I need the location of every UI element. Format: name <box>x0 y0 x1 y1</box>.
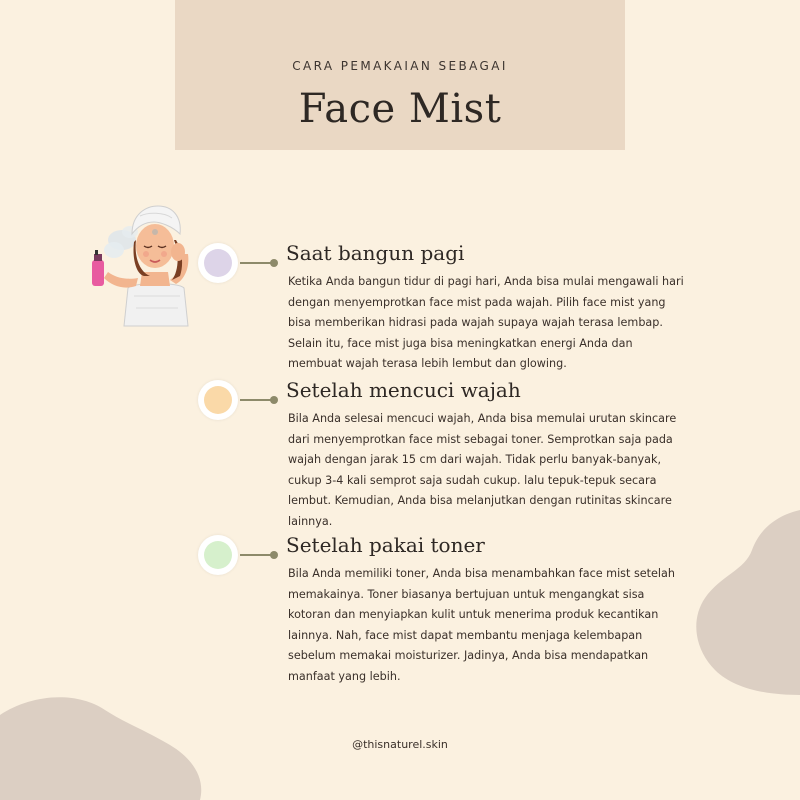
connector-line <box>240 554 272 556</box>
connector-end-dot <box>270 259 278 267</box>
decorative-blob-right <box>690 510 800 695</box>
section-body: Bila Anda selesai mencuci wajah, Anda bisa memulai urutan skincare dari menyemprotkan face mist sebagai toner. Semprotkan saja pada wajah dengan jarak 15 cm dari wajah. Tidak perlu banyak-banyak, cukup 3-4 kali semprot saja sudah cukup. lalu tepuk-tepuk secara lembut. Kemudian, Anda bisa melanjutkan dengan rutinitas skincare lainnya. <box>288 412 677 528</box>
section-body: Bila Anda memiliki toner, Anda bisa menambahkan face mist setelah memakainya. Toner biasanya bertujuan untuk mengangkat sisa kotoran dan menyiapkan kulit untuk menerima produk kecantikan lainnya. Nah, face mist dapat membantu menjaga kelembapan sebelum memakai moisturizer. Jadinya, Anda bisa mendapatkan manfaat yang lebih. <box>288 567 675 683</box>
page-title: Face Mist <box>298 86 502 132</box>
connector-line <box>240 399 272 401</box>
section-title: Setelah mencuci wajah <box>286 378 521 402</box>
section-title: Setelah pakai toner <box>286 533 485 557</box>
bullet-dot-mint <box>198 535 238 575</box>
woman-spraying-face-mist-illustration <box>84 200 204 330</box>
bullet-dot-lavender <box>198 243 238 283</box>
instagram-handle: @thisnaturel.skin <box>352 738 448 751</box>
header-panel <box>175 0 625 150</box>
connector-line <box>240 262 272 264</box>
bullet-dot-peach <box>198 380 238 420</box>
connector-end-dot <box>270 396 278 404</box>
connector-end-dot <box>270 551 278 559</box>
header-subtitle: CARA PEMAKAIAN SEBAGAI <box>292 59 508 73</box>
section-title: Saat bangun pagi <box>286 241 465 265</box>
section-body: Ketika Anda bangun tidur di pagi hari, Anda bisa mulai mengawali hari dengan menyemprotkan face mist pada wajah. Pilih face mist yang bisa memberikan hidrasi pada wajah supaya wajah terasa lembap. Selain itu, face mist juga bisa meningkatkan energi Anda dan membuat wajah terasa lebih lembut dan glowing. <box>288 275 684 370</box>
